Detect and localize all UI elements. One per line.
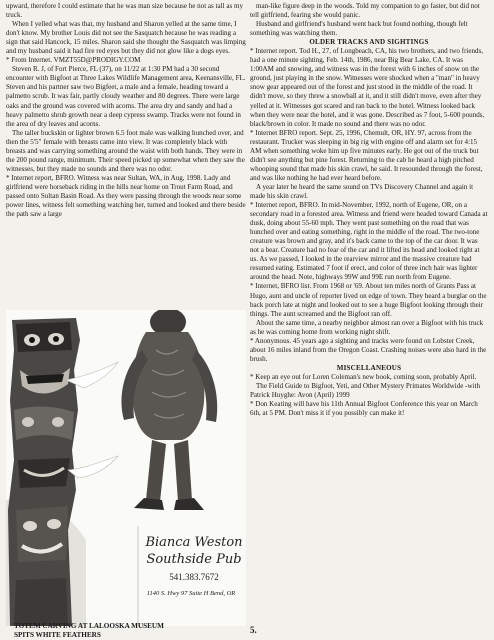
paragraph: * Internet report. Tod H., 27, of Longbeach, CA, his two brothers, and two friends, had a one minute sighting, Feb. 14th, 1986, near Big Bear Lake, CA. It was 1:00AM and snowing, and witness was in the forest with 6 inches of snow on the ground, just playing in the snow. Witnesses were shocked when a "man" in heavy snow gear appeared out of the forest and just stood in the middle of the road. It didn't move, so they threw a snowball at it, and it still didn't move, even after they yelled at it. Witnesses got scared and ran back to the hotel. Witness looked back when they were near the hotel, and it was gone. Described as 7 foot, 5-600 pounds, black/brown in color. It made no sound and there was no odor. [250,47,485,128]
paragraph: * Keep an eye out for Loren Coleman's new book, coming soon, probably April. [250,372,477,381]
ad-address: 1140 S. Hwy 97 Suite H Bend, OR [146,590,236,597]
paragraph: When I yelled what was that, my husband and Sharon yelled at the same time, I don't know. My brother Louis did not see the Sasquatch because he was reading a sign that said Hancock, 15 miles. Sharon said she thought the Sasquatch was limping and my husband said it had fire red eyes but they did not glow like a dogs eyes. [6,20,246,56]
paragraph: * Don Keating will have his 11th Annual Bigfoot Conference this year on March 6th, at 5 PM. Don't miss it if you possibly can make it! [250,400,478,418]
ad-name: Bianca Weston [145,535,243,550]
photo-caption: TOTEM CARVING AT LALOOSKA MUSEUM SPITS WHITE FEATHERS [14,622,164,639]
paragraph: The Field Guide to Bigfoot, Yeti, and Other Mystery Primates Worldwide -with Patrick Huyghe: Avon (April) 1999 [250,381,480,400]
paragraph: A year later he heard the same sound on TVs Discovery Channel and again it made his skin crawl. [250,182,474,200]
paragraph: * Internet report, BFRO. Witness was near Sultan, WA, in Aug, 1998. Lady and girlfriend were horseback riding in the hills near home on Trout Farm Road, and passed onto Sultan Basin Road. As they were passing through the woods near some power lines, witness felt something watching her, turned and looked and there beside the path saw a large [6,173,246,219]
section-heading: MISCELLANEOUS [336,363,402,372]
page-number: 5. [250,625,257,635]
pub-advertisement [144,534,244,598]
paragraph: Steven R. J, of Fort Pierce, FL (37), on 11/22 at 1:30 PM had a 30 second encounter with Bigfoot at Three Lakes Wildlife Management area, Keenansville, FL. Steven and his partner saw two Bigfeet, a male and a female, heading toward a palmetto scrub. It was fair, partly cloudy weather and 80 degrees. There were large oaks and the ground was covered with acorns. The area dry and sandy and had a heavy palmetto shrub growth near a deep cypress swamp. Tracks were not found in the area of dry leaves and acorns. [6,65,246,128]
totem-photo [6,310,246,626]
paragraph: * Internet report, BFRO. In mid-November, 1992, north of Eugene, OR, on a secondary road in a forested area. Witness and friend were headed toward Canada at dusk, doing about 55-60 mph. They went past something on the road that was hunched over and eating something, right in the middle of the road. The two-tone creature was brown and gray, and it's back came to the top of the car door. It was not a bear. Creature had no fear of the car and it lifted its head and looked right at us. As we passed, I looked in the rearview mirror and the massive creature had resumed eating. Estimated 7 foot if erect, and color of three inch hair was lighter around the head. Note, highways 99W and 99E run north from Eugene. [250,201,488,282]
left-column [6,2,246,219]
paragraph: man-like figure deep in the woods. Told my companion to go faster, but did not tell girlfriend, fearing she would panic. [250,2,480,20]
paragraph: About the same time, a nearby neighbor almost ran over a Bigfoot with his truck as he was coming home from working night shift. [250,318,484,336]
paragraph: upward, therefore I could estimate that he was man size because he not as tall as my truck. [6,2,243,20]
right-column [250,2,488,418]
paragraph: * Internet BFRO report. Sept. 25, 1996, Chemult, OR, HY. 97, across from the restaurant. Trucker was sleeping in big rig with engine off and alarm set for 4:15 AM when something woke him up five minutes early. He got out of the truck but didn't see anything but pine forest. Returning to the cab he heard a high pitched whooping sound that made his skin crawl, he said. It resounded through the forest, and was like nothing he had ever heard before. [250,128,483,182]
section-heading: OLDER TRACKS AND SIGHTINGS [309,38,429,47]
paragraph: Husband and girlfriend's husband went back but found nothing, though felt something was watching them. [250,20,468,38]
paragraph: The taller buckskin or lighter brown 6.5 foot male was walking hunched over, and then the 5'5" female with breasts came into view. It was completely black with breasts and was carrying something around the waist with both hands. They were in the 200 pound range, minimum. Their speed picked up somewhat when they saw the witnesses, but they made no sounds and there was no odor. [6,128,245,173]
ad-business: Southside Pub [146,552,242,567]
paragraph: * Internet, BFRO list. From 1968 or '69. About ten miles north of Grants Pass at Hugo, aunt and uncle of reporter lived on edge of town. They heard a burglar on the back porch late at night and looked out to see a huge Bigfoot looking through their things. The aunt screamed and the Bigfoot ran off. [250,282,487,318]
paragraph: * From Internet. VMZT55D@PRODIGY.COM [6,56,141,65]
ad-phone: 541.383.7672 [169,572,219,582]
paragraph: * Anonymous. 45 years ago a sighting and tracks were found on Lobster Creek, about 16 miles inland from the Oregon Coast. Crashing noises were also hard in the brush. [250,336,487,363]
